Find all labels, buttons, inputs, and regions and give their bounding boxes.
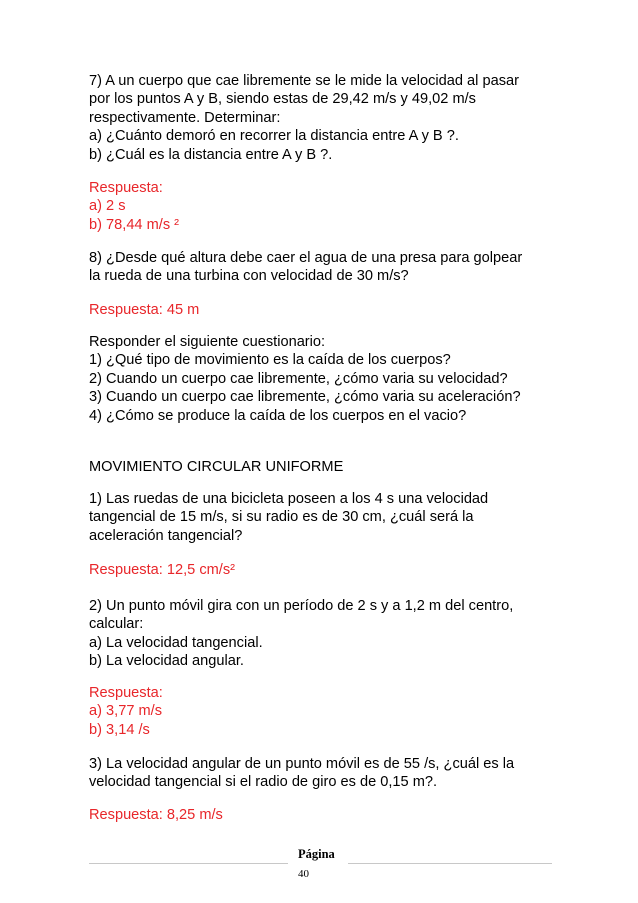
answer-line: a) 2 s [89, 198, 126, 215]
text-line: 2) Un punto móvil gira con un período de 2 s y a 1,2 m del centro, [89, 598, 514, 614]
text-line: 2) Cuando un cuerpo cae libremente, ¿cómo varia su velocidad? [89, 370, 508, 387]
mcu-answer-3 [89, 806, 559, 824]
text-line: velocidad tangencial si el radio de giro es de 0,15 m?. [89, 774, 438, 791]
answer-7 [89, 179, 559, 234]
footer-rule-right [348, 863, 552, 864]
text-line: aceleración tangencial? [89, 527, 243, 544]
mcu-problem-2 [89, 597, 559, 671]
footer-page-number: 40 [298, 868, 309, 880]
section-heading [89, 458, 559, 476]
mcu-answer-1 [89, 561, 559, 579]
questionnaire [89, 333, 559, 425]
answer-line: Respuesta: [89, 685, 163, 701]
answer-line: Respuesta: 8,25 m/s [89, 807, 223, 823]
text-line: b) ¿Cuál es la distancia entre A y B ?. [89, 146, 333, 163]
mcu-problem-3 [89, 755, 559, 792]
mcu-answer-2 [89, 684, 559, 739]
answer-line: a) 3,77 m/s [89, 703, 162, 720]
text-line: tangencial de 15 m/s, si su radio es de 30 cm, ¿cuál será la [89, 509, 474, 526]
text-line: 4) ¿Cómo se produce la caída de los cuerpos en el vacio? [89, 407, 467, 424]
footer-rule-left [89, 863, 288, 864]
text-line: Responder el siguiente cuestionario: [89, 334, 326, 350]
text-line: a) ¿Cuánto demoró en recorrer la distancia entre A y B ?. [89, 128, 459, 145]
text-line: a) La velocidad tangencial. [89, 634, 263, 651]
footer-page-label: Página [298, 847, 335, 861]
text-line: 3) Cuando un cuerpo cae libremente, ¿cómo varia su aceleración? [89, 389, 521, 406]
problem-8 [89, 249, 559, 286]
mcu-problem-1 [89, 490, 559, 545]
text-line: 1) Las ruedas de una bicicleta poseen a los 4 s una velocidad [89, 491, 489, 507]
answer-line: b) 3,14 /s [89, 721, 150, 738]
answer-line: Respuesta: [89, 180, 163, 196]
answer-8 [89, 301, 559, 319]
problem-7 [89, 72, 559, 164]
text-line: 1) ¿Qué tipo de movimiento es la caída de los cuerpos? [89, 352, 451, 369]
text-line: b) La velocidad angular. [89, 653, 244, 670]
text-line: la rueda de una turbina con velocidad de 30 m/s? [89, 268, 409, 285]
answer-line: b) 78,44 m/s ² [89, 216, 180, 233]
text-line: 7) A un cuerpo que cae libremente se le mide la velocidad al pasar [89, 73, 519, 89]
answer-line: Respuesta: 12,5 cm/s² [89, 562, 236, 578]
text-line: 3) La velocidad angular de un punto móvil es de 55 /s, ¿cuál es la [89, 756, 515, 772]
section-title: MOVIMIENTO CIRCULAR UNIFORME [89, 459, 344, 475]
text-line: 8) ¿Desde qué altura debe caer el agua de una presa para golpear [89, 250, 523, 266]
text-line: calcular: [89, 616, 144, 633]
answer-line: Respuesta: 45 m [89, 302, 200, 318]
text-line: respectivamente. Determinar: [89, 109, 281, 126]
text-line: por los puntos A y B, siendo estas de 29,42 m/s y 49,02 m/s [89, 91, 476, 108]
